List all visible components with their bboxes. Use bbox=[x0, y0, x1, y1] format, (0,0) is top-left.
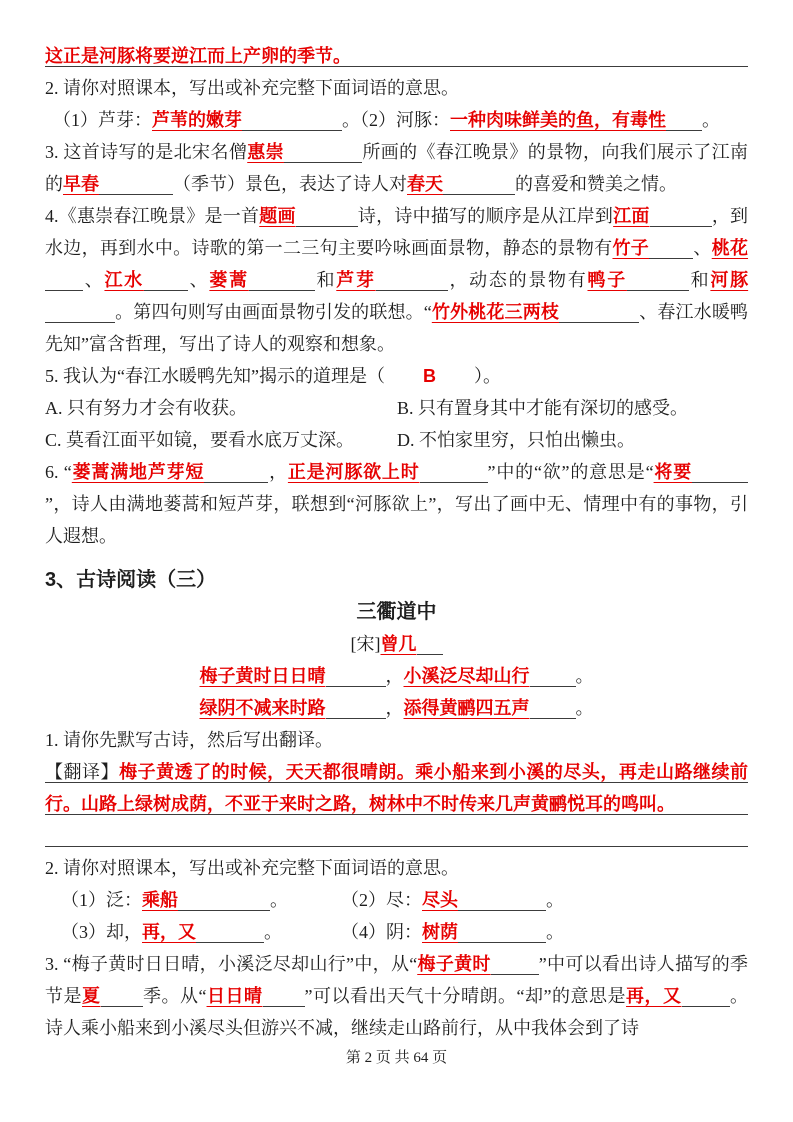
q5-options-row-2 bbox=[45, 424, 748, 456]
text-run: 2. 请你对照课本，写出或补充完整下面词语的意思。 bbox=[45, 858, 459, 878]
t1-prompt bbox=[45, 724, 748, 756]
text-run: 季。从“ bbox=[142, 986, 207, 1006]
q6-paragraph bbox=[45, 456, 748, 552]
text-run: ”，诗人由满地蒌蒿和短芦芽，联想到“河豚欲上”，写出了画中无、情理中有的事物，引人遐想。 bbox=[45, 494, 748, 546]
q3-paragraph bbox=[45, 136, 748, 200]
text-run: （1）泛： bbox=[61, 890, 142, 910]
blank-underline bbox=[649, 256, 693, 259]
answer-text: 桃花 bbox=[711, 238, 749, 258]
blank-underline bbox=[666, 128, 702, 131]
blank-underline bbox=[458, 908, 546, 911]
answer-text: 江面 bbox=[613, 206, 650, 226]
answer-text: 题画 bbox=[259, 206, 296, 226]
blank-underline bbox=[284, 160, 362, 163]
q5-options-row-1 bbox=[45, 392, 748, 424]
blank-underline bbox=[530, 716, 576, 719]
blank-underline bbox=[242, 128, 342, 131]
text-run: ”中可以看出诗人描写的季节是 bbox=[45, 954, 749, 1006]
answer-text: 一种肉味鲜美的鱼，有毒性 bbox=[450, 110, 666, 130]
blank-underline bbox=[296, 224, 358, 227]
answer-text: 芦苇的嫩芽 bbox=[152, 110, 242, 130]
prev-answer-continuation bbox=[45, 40, 748, 72]
blank-underline bbox=[101, 1004, 143, 1007]
t2-word-items-row-2-col2 bbox=[341, 916, 748, 948]
t2-word-items-row-1 bbox=[45, 884, 748, 916]
answer-text: 春天 bbox=[407, 174, 443, 194]
text-run: 4.《惠崇春江晚景》是一首 bbox=[45, 206, 260, 226]
text-run: A. 只有努力才会有收获。 bbox=[45, 398, 247, 418]
q2-prompt bbox=[45, 72, 748, 104]
t2-word-items-row-1-col1 bbox=[61, 884, 341, 916]
answer-text: 将要 bbox=[653, 462, 693, 482]
answer-text: 乘船 bbox=[142, 890, 178, 910]
answer-text: 惠崇 bbox=[247, 142, 284, 162]
t2-word-items-row-2 bbox=[45, 916, 748, 948]
blank-underline bbox=[650, 224, 712, 227]
text-run: 2. 请你对照课本，写出或补充完整下面词语的意思。 bbox=[45, 78, 459, 98]
text-run: 。 bbox=[264, 922, 282, 942]
t2-word-items-row-2-col1 bbox=[61, 916, 341, 948]
blank-underline bbox=[420, 480, 488, 483]
text-run: ， bbox=[385, 698, 404, 718]
answer-text: 小溪泛尽却山行 bbox=[403, 666, 530, 686]
blank-underline bbox=[376, 288, 448, 291]
translation bbox=[45, 756, 748, 820]
answer-text: 蒌蒿满地芦芽短 bbox=[71, 462, 205, 482]
text-run: 。 bbox=[270, 890, 288, 910]
q4-paragraph bbox=[45, 200, 748, 360]
text-run: 5. 我认为“春江水暖鸭先知”揭示的道理是（ bbox=[45, 366, 385, 386]
text-run: B. 只有置身其中才能有深切的感受。 bbox=[397, 398, 689, 418]
t3-paragraph bbox=[45, 948, 748, 1044]
poem-title bbox=[45, 596, 748, 628]
text-run: 。（2）河豚： bbox=[342, 110, 450, 130]
answer-text: 早春 bbox=[63, 174, 99, 194]
answer-text: 日日晴 bbox=[206, 986, 263, 1006]
text-run: 3. 这首诗写的是北宋名僧 bbox=[45, 142, 248, 162]
blank-underline bbox=[99, 192, 173, 195]
text-run: 。 bbox=[575, 698, 594, 718]
answer-text: 曾几 bbox=[380, 634, 417, 654]
text-run: 【翻译】 bbox=[45, 762, 120, 782]
blank-underline bbox=[45, 320, 115, 323]
text-run: ，到水边，再到水中。诗歌的第一二三句主要吟咏画面景物，静态的景物有 bbox=[45, 206, 749, 258]
text-run: 、 bbox=[83, 270, 105, 290]
text-run: 的喜爱和赞美之情。 bbox=[515, 174, 677, 194]
page-number: 第 2 页 共 64 页 bbox=[345, 1050, 448, 1066]
poem-line-1 bbox=[45, 660, 748, 692]
blank-underline bbox=[530, 684, 576, 687]
answer-text: 这正是河豚将要逆江而上产卵的季节。 bbox=[45, 46, 351, 66]
document-content bbox=[45, 40, 748, 1044]
answer-text: 蒌蒿 bbox=[209, 270, 249, 290]
answer-text: 再，又 bbox=[626, 986, 682, 1006]
blank-underline bbox=[682, 1004, 730, 1007]
text-run: （季节）景色，表达了诗人对 bbox=[173, 174, 407, 194]
blank-answer-line bbox=[45, 820, 748, 852]
text-run: 1. 请你先默写古诗，然后写出翻译。 bbox=[45, 730, 333, 750]
blank-underline bbox=[45, 288, 83, 291]
answer-text: 梅子黄时 bbox=[417, 954, 491, 974]
text-run: 。 bbox=[575, 666, 594, 686]
poem-author bbox=[45, 628, 748, 660]
text-run: （2）尽： bbox=[341, 890, 422, 910]
t2-word-items-row-1-col2 bbox=[341, 884, 748, 916]
text-run: ”可以看出天气十分晴朗。“却”的意思是 bbox=[304, 986, 627, 1006]
text-run: 和 bbox=[314, 270, 337, 290]
blank-underline bbox=[249, 288, 315, 291]
text-run: 。 bbox=[546, 890, 564, 910]
blank-underline bbox=[326, 684, 386, 687]
answer-text: B bbox=[422, 366, 436, 386]
text-run: （1）芦芽： bbox=[53, 110, 152, 130]
text-run: （3）却， bbox=[61, 922, 142, 942]
blank-underline bbox=[692, 480, 748, 483]
blank-underline bbox=[204, 480, 268, 483]
text-run: 。第四句则写由画面景物引发的联想。“ bbox=[115, 302, 432, 322]
text-run: 、 bbox=[693, 238, 712, 258]
text-run: 。 bbox=[546, 922, 564, 942]
answer-text: 河豚 bbox=[710, 270, 749, 290]
text-run: 诗，诗中描写的顺序是从江岸到 bbox=[357, 206, 614, 226]
text-run: （4）阴： bbox=[341, 922, 422, 942]
text-run: D. 不怕家里穷，只怕出懒虫。 bbox=[397, 430, 635, 450]
blank-underline bbox=[196, 940, 264, 943]
text-run: ， bbox=[385, 666, 404, 686]
text-run: 6. “ bbox=[45, 462, 72, 482]
answer-text: 梅子黄透了的时候，天天都很晴朗。乘小船来到小溪的尽头，再走山路继续前行。山路上绿树成荫，不亚于来时之路，树林中不时传来几声黄鹂悦耳的鸣叫。 bbox=[45, 762, 749, 814]
section-heading bbox=[45, 564, 748, 596]
blank-underline bbox=[627, 288, 689, 291]
blank-underline bbox=[263, 1004, 305, 1007]
text-run: ，动态的景物有 bbox=[447, 270, 588, 290]
text-run: 。诗人乘小船来到小溪尽头但游兴不减，继续走山路前行，从中我体会到了诗 bbox=[45, 986, 749, 1038]
answer-text: 再，又 bbox=[142, 922, 196, 942]
answer-text: 添得黄鹂四五声 bbox=[403, 698, 530, 718]
text-run: 。 bbox=[702, 110, 720, 130]
q5-options-row-1-col1 bbox=[45, 392, 397, 424]
text-run: 、春江水暖鸭先知”富含哲理，写出了诗人的观察和想象。 bbox=[45, 302, 748, 354]
blank-underline bbox=[443, 192, 515, 195]
blank-underline bbox=[559, 320, 639, 323]
text-run: 3. “梅子黄时日日晴，小溪泛尽却山行”中，从“ bbox=[45, 954, 418, 974]
answer-text: 竹外桃花三两枝 bbox=[431, 302, 560, 322]
text-run: ， bbox=[268, 462, 288, 482]
q5-options-row-2-col1 bbox=[45, 424, 397, 456]
answer-text: 夏 bbox=[82, 986, 101, 1006]
answer-text: 鸭子 bbox=[587, 270, 627, 290]
text-run: 、 bbox=[187, 270, 210, 290]
answer-text: 竹子 bbox=[612, 238, 650, 258]
q5-options-row-2-col2 bbox=[397, 424, 748, 456]
answer-text: 尽头 bbox=[422, 890, 458, 910]
q5-question bbox=[45, 360, 748, 392]
blank-underline bbox=[144, 288, 188, 291]
text-run: 三衢道中 bbox=[356, 601, 437, 623]
text-run: [宋] bbox=[350, 634, 381, 654]
blank-underline bbox=[491, 972, 539, 975]
text-run: 所画的《春江晚景》的景物，向我们展示了江南的 bbox=[45, 142, 749, 194]
q2-word-items bbox=[45, 104, 748, 136]
text-run: ”中的“欲”的意思是“ bbox=[487, 462, 654, 482]
q5-options-row-1-col2 bbox=[397, 392, 748, 424]
text-run: 3、古诗阅读（三） bbox=[45, 569, 217, 591]
blank-underline bbox=[458, 940, 546, 943]
text-run: ）。 bbox=[473, 366, 501, 386]
answer-text: 江水 bbox=[104, 270, 144, 290]
text-run: C. 莫看江面平如镜，要看水底万丈深。 bbox=[45, 430, 355, 450]
blank-underline bbox=[178, 908, 270, 911]
blank-underline bbox=[417, 652, 443, 655]
answer-text: 梅子黄时日日晴 bbox=[199, 666, 326, 686]
poem-line-2 bbox=[45, 692, 748, 724]
text-run: 和 bbox=[688, 270, 711, 290]
t2-prompt bbox=[45, 852, 748, 884]
answer-text: 树荫 bbox=[422, 922, 458, 942]
blank-underline bbox=[326, 716, 386, 719]
answer-text: 正是河豚欲上时 bbox=[287, 462, 420, 482]
answer-text: 绿阴不减来时路 bbox=[199, 698, 326, 718]
answer-text: 芦芽 bbox=[336, 270, 376, 290]
